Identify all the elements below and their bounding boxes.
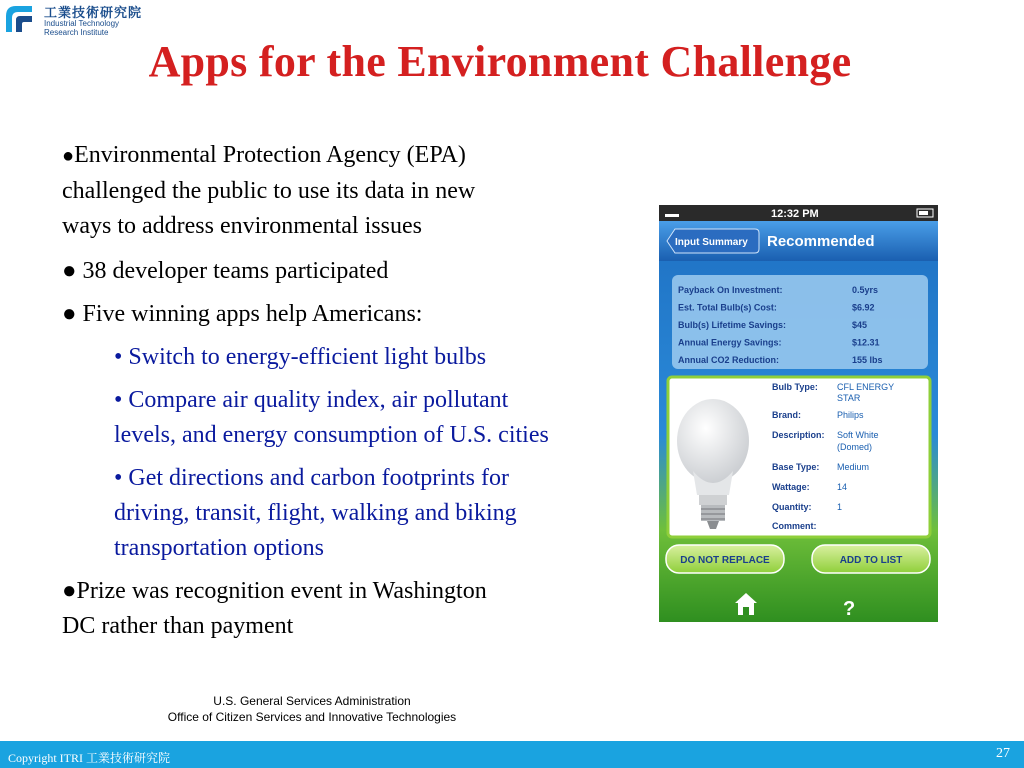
- bullet-dot-icon: ●: [62, 258, 77, 284]
- summary-label: Bulb(s) Lifetime Savings:: [678, 320, 787, 330]
- bullet-list: [62, 138, 642, 644]
- bullet-text: Prize was recognition event in Washington: [76, 578, 487, 604]
- bullet-text: challenged the public to use its data in new: [62, 178, 476, 204]
- summary-label: Est. Total Bulb(s) Cost:: [678, 302, 777, 313]
- add-to-list-label: ADD TO LIST: [839, 555, 903, 566]
- summary-value: $12.31: [852, 337, 880, 348]
- help-icon[interactable]: ?: [843, 598, 856, 620]
- phone-app-screenshot: [659, 205, 938, 622]
- bullet-text: Environmental Protection Agency (EPA): [74, 142, 466, 168]
- brand-value: Philips: [837, 410, 864, 420]
- summary-value: $6.92: [852, 302, 875, 313]
- do-not-replace-label: DO NOT REPLACE: [680, 555, 770, 566]
- wattage-value: 14: [837, 482, 848, 492]
- sub-bullet-dot-icon: •: [114, 344, 123, 370]
- logo-chinese-name: 工業技術研究院: [44, 6, 143, 21]
- summary-value: 0.5yrs: [852, 285, 879, 295]
- screen-title: Recommended: [767, 233, 875, 250]
- quantity-label: Quantity:: [772, 502, 812, 512]
- description-value-l2: (Domed): [837, 442, 873, 452]
- input-summary-button[interactable]: [667, 229, 759, 253]
- sub-bullet-directions: [114, 461, 642, 566]
- bulb-type-label: Bulb Type:: [772, 382, 818, 392]
- itri-logo-icon: [2, 2, 36, 36]
- do-not-replace-button[interactable]: [666, 545, 784, 573]
- add-to-list-button[interactable]: [812, 545, 930, 573]
- slide-title: Apps for the Environment Challenge: [148, 37, 852, 86]
- sub-bullet-dot-icon: •: [114, 465, 123, 491]
- sub-bullet-text: Get directions and carbon footprints for: [128, 465, 509, 491]
- itri-logo: [2, 2, 152, 38]
- bullet-text: Five winning apps help Americans:: [82, 301, 423, 327]
- summary-label: Annual CO2 Reduction:: [678, 355, 779, 365]
- bullet-winning-apps: [62, 297, 642, 332]
- sub-bullet-text: Switch to energy-efficient light bulbs: [128, 344, 487, 370]
- bullet-prize: [62, 574, 642, 644]
- page-number: 27: [996, 746, 1010, 761]
- sub-bullet-light-bulbs: [114, 340, 642, 375]
- summary-label: Payback On Investment:: [678, 285, 783, 295]
- bullet-epa: [62, 138, 642, 244]
- sub-bullet-text: driving, transit, flight, walking and biking: [114, 500, 517, 526]
- signal-icon: [665, 214, 679, 217]
- bullet-text: ways to address environmental issues: [62, 213, 422, 239]
- sub-bullet-air-quality: [114, 383, 642, 453]
- summary-value: 155 lbs: [852, 355, 883, 365]
- status-time: 12:32 PM: [771, 208, 819, 220]
- bullet-dot-icon: ●: [62, 145, 75, 167]
- sub-bullet-dot-icon: •: [114, 387, 123, 413]
- bullet-teams: [62, 254, 642, 289]
- footer-office: Office of Citizen Services and Innovative Technologies: [167, 710, 457, 724]
- input-summary-label: Input Summary: [675, 237, 748, 248]
- bullet-dot-icon: ●: [62, 301, 77, 327]
- comment-label: Comment:: [772, 521, 817, 531]
- bulb-type-value-l2: STAR: [837, 393, 861, 403]
- summary-value: $45: [852, 320, 868, 330]
- footer-gsa: U.S. General Services Administration: [213, 694, 411, 708]
- description-value-l1: Soft White: [837, 430, 879, 440]
- description-label: Description:: [772, 430, 825, 440]
- sub-bullet-text: Compare air quality index, air pollutant: [128, 387, 509, 413]
- brand-label: Brand:: [772, 410, 801, 420]
- logo-english-name-line2: Research Institute: [44, 28, 109, 37]
- bullet-text: 38 developer teams participated: [82, 258, 389, 284]
- base-type-value: Medium: [837, 462, 870, 472]
- base-type-label: Base Type:: [772, 462, 820, 472]
- footer-bar: [0, 741, 1024, 768]
- copyright-text: Copyright ITRI 工業技術研究院: [8, 751, 170, 765]
- summary-label: Annual Energy Savings:: [678, 337, 782, 348]
- bulb-type-value-l1: CFL ENERGY: [837, 382, 895, 392]
- sub-bullet-text: levels, and energy consumption of U.S. cities: [114, 422, 549, 448]
- bullet-text: DC rather than payment: [62, 613, 294, 639]
- wattage-label: Wattage:: [772, 482, 810, 492]
- sub-bullet-text: transportation options: [114, 535, 324, 561]
- logo-english-name-line1: Industrial Technology: [44, 19, 120, 28]
- quantity-value: 1: [837, 502, 843, 512]
- bullet-dot-icon: ●: [62, 578, 77, 604]
